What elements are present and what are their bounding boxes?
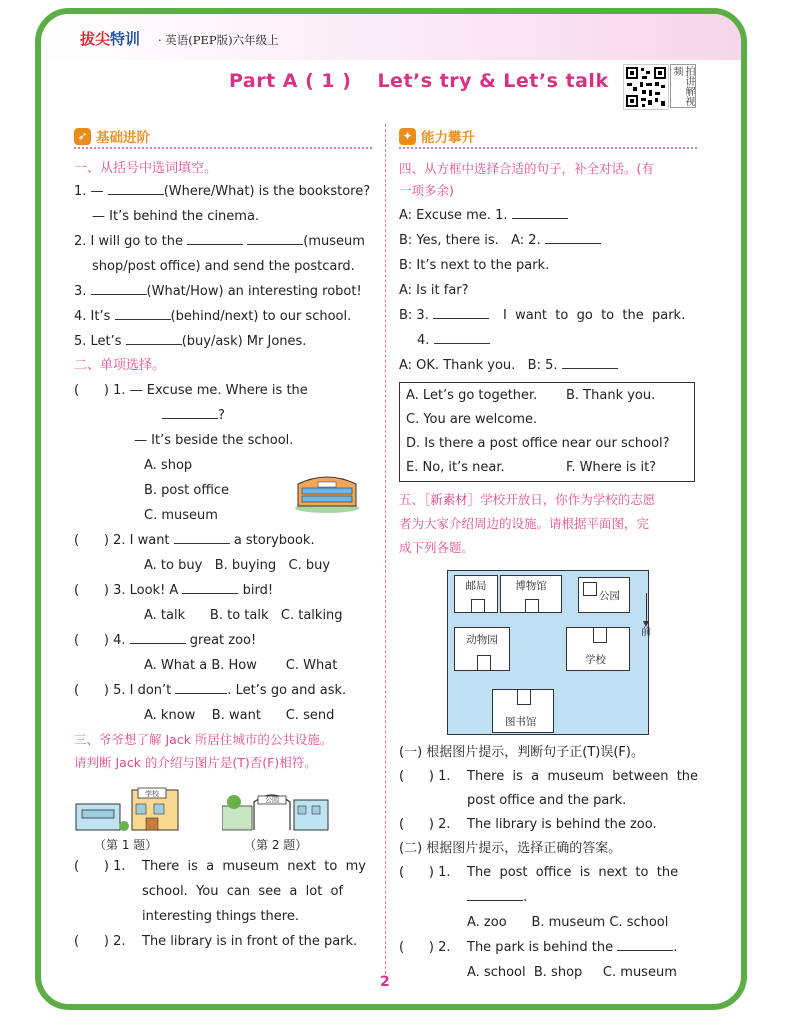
- item-text: The park is behind the: [467, 940, 614, 955]
- item-text: There is a museum between the: [467, 769, 699, 784]
- q3-item: [74, 929, 374, 954]
- answer-paren[interactable]: ( ): [399, 769, 434, 784]
- item-number: 1.: [113, 383, 126, 398]
- q2-answer-line: — It’s beside the school.: [134, 433, 294, 448]
- brand-part-a: 拔尖: [80, 30, 111, 48]
- q1-item: [74, 329, 374, 354]
- map-library: [492, 689, 554, 733]
- q3-pictures: [74, 782, 374, 854]
- item-number: 3.: [74, 284, 87, 299]
- options-row: [406, 384, 688, 408]
- answer-paren[interactable]: ( ): [74, 533, 109, 548]
- q5-title-cont: 者为大家介绍周边的设施。请根据平面图，完: [399, 516, 650, 531]
- qr-code-icon[interactable]: [623, 64, 669, 110]
- runner-icon: ➶: [74, 128, 91, 145]
- answer-blank[interactable]: [130, 629, 186, 644]
- q5a-item: [399, 765, 699, 789]
- map-post-office: [454, 575, 498, 613]
- map-zoo: [454, 627, 510, 671]
- item-text: There is a museum next to my: [142, 859, 366, 874]
- new-material-tag: ［新素材］: [424, 492, 481, 507]
- dialogue-text: A: OK. Thank you. B: 5.: [399, 358, 558, 373]
- q3-title-a: 三、爷爷想了解 Jack 所居住城市的公共设施。: [74, 732, 333, 747]
- answer-paren[interactable]: ( ): [74, 383, 109, 398]
- section-basic-header: [74, 125, 372, 149]
- option-a: A. Let’s go together.: [406, 388, 538, 403]
- item-text: (behind/next) to our school.: [170, 309, 352, 324]
- item-text: (Where/What) is the bookstore?: [163, 184, 371, 199]
- answer-blank[interactable]: [175, 679, 227, 694]
- item-number: 4.: [113, 633, 126, 648]
- q5-title: [399, 488, 699, 512]
- answer-blank[interactable]: [467, 886, 523, 901]
- park-label: 公园: [599, 590, 620, 602]
- door-icon: [471, 599, 485, 612]
- q5a-item: [399, 813, 699, 837]
- zoo-label: 动物园: [466, 634, 498, 646]
- dialogue-text: I want to go to the park.: [503, 308, 686, 323]
- dialogue-line: A: Is it far?: [399, 283, 469, 298]
- answer-blank[interactable]: [187, 230, 243, 245]
- option-c: C. You are welcome.: [406, 412, 538, 427]
- q5b-item: [399, 935, 699, 961]
- item-number: 2.: [438, 817, 451, 832]
- q2-title: 二、单项选择。: [74, 358, 166, 373]
- item-text-wrap: The park is behind the .: [467, 935, 677, 961]
- door-icon: [517, 690, 531, 705]
- brand-part-b: 特训: [110, 30, 141, 48]
- item-number: 2.: [438, 940, 451, 955]
- answer-blank[interactable]: [545, 229, 601, 244]
- q2-option: B. post office: [144, 483, 230, 498]
- school-label: 学校: [585, 654, 606, 666]
- answer-blank[interactable]: [126, 330, 182, 345]
- q2-options: A. to buy B. buying C. buy: [144, 558, 331, 573]
- q1-item-cont: shop/post office) and send the postcard.: [92, 259, 355, 274]
- section-advanced-title: 能力攀升: [421, 130, 475, 146]
- q2-item-cont: [74, 403, 374, 428]
- item-text: ?: [218, 408, 225, 423]
- option-f: F. Where is it?: [566, 460, 657, 475]
- qr-label: 拍讲解视频: [671, 66, 694, 106]
- item-text: I want: [129, 533, 170, 548]
- q5b-item-cont: .: [399, 885, 699, 911]
- item-number: 1.: [438, 865, 451, 880]
- page-title: [229, 70, 609, 92]
- item-text: The post office is next to the: [467, 865, 679, 880]
- dialogue-line: [399, 228, 699, 253]
- item-text: great zoo!: [189, 633, 257, 648]
- q5-number: 五、: [399, 492, 425, 507]
- q2-item: [74, 678, 374, 703]
- left-column: [74, 125, 374, 954]
- options-row: [406, 408, 688, 432]
- door-icon: [525, 599, 539, 612]
- museum-label: 博物馆: [515, 580, 547, 592]
- q3-title-b: 请判断 Jack 的介绍与图片是(T)否(F)相符。: [74, 755, 317, 770]
- q1-item-cont: — It’s behind the cinema.: [92, 209, 260, 224]
- answer-blank[interactable]: [182, 579, 238, 594]
- item-number: 2.: [74, 234, 87, 249]
- item-text: (museum: [303, 234, 365, 249]
- item-text: I don’t: [129, 683, 172, 698]
- dialogue-line: [399, 203, 699, 228]
- section-advanced-header: [399, 125, 697, 149]
- door-icon: [477, 655, 491, 670]
- q1-title: 一、从括号中选词填空。: [74, 161, 218, 176]
- options-box: [399, 382, 695, 482]
- park-sign: 公园: [265, 796, 279, 804]
- answer-blank[interactable]: [108, 180, 164, 195]
- answer-paren[interactable]: ( ): [74, 633, 109, 648]
- item-text: —: [90, 184, 104, 199]
- q1-item: [74, 304, 374, 329]
- answer-blank[interactable]: [174, 529, 230, 544]
- q2-item: [74, 628, 374, 653]
- answer-paren[interactable]: ( ): [399, 817, 434, 832]
- pic2-caption: （第 2 题）: [244, 838, 308, 852]
- dialogue-text: B: 3.: [399, 308, 429, 323]
- q5b-options: A. school B. shop C. museum: [467, 965, 677, 980]
- item-text: Look! A: [129, 583, 179, 598]
- q2-option: A. shop: [144, 458, 193, 473]
- header-bar: [41, 14, 741, 60]
- map-park: [578, 577, 630, 613]
- q3-item-cont: interesting things there.: [142, 909, 299, 924]
- title-lesson: Let’s try & Let’s talk: [377, 70, 609, 92]
- q2-item: [74, 578, 374, 603]
- answer-paren[interactable]: ( ): [74, 934, 109, 949]
- right-column: [399, 125, 699, 985]
- answer-paren[interactable]: ( ): [74, 859, 109, 874]
- q4-title-b: 一项多余): [399, 183, 454, 198]
- answer-blank[interactable]: [617, 936, 673, 951]
- options-row: [406, 456, 688, 480]
- subject-label: · 英语(PEP版)六年级上: [158, 33, 279, 47]
- item-text: (What/How) an interesting robot!: [146, 284, 362, 299]
- item-number: 2.: [113, 533, 126, 548]
- answer-paren[interactable]: ( ): [399, 865, 434, 880]
- item-text: Let’s: [90, 334, 122, 349]
- school-sign: 学校: [145, 790, 159, 798]
- item-text: — Excuse me. Where is the: [129, 383, 308, 398]
- q2-options: A. What a B. How C. What: [144, 658, 338, 673]
- q2-options: A. talk B. to talk C. talking: [144, 608, 343, 623]
- dialogue-text: 4.: [417, 333, 430, 348]
- climb-icon: ✦: [399, 128, 416, 145]
- item-number: 2.: [113, 934, 126, 949]
- map-museum: [500, 575, 562, 613]
- q5b-item: [399, 861, 699, 885]
- q5b-title: (二) 根据图片提示，选择正确的答案。: [399, 841, 622, 856]
- q5-text: 学校开放日，你作为学校的志愿: [480, 492, 656, 507]
- dialogue-line: [399, 328, 699, 353]
- q5b-options: A. zoo B. museum C. school: [467, 915, 669, 930]
- item-text: The library is behind the zoo.: [467, 817, 657, 832]
- item-text: a storybook.: [233, 533, 315, 548]
- item-text: The library is in front of the park.: [142, 934, 358, 949]
- post-office-label: 邮局: [465, 580, 487, 592]
- q2-option: C. museum: [144, 508, 218, 523]
- q4-title-a: 四、从方框中选择合适的句子，补全对话。(有: [399, 161, 654, 176]
- dialogue-text: A: Excuse me. 1.: [399, 208, 508, 223]
- item-number: 1.: [438, 769, 451, 784]
- front-label: 前: [641, 627, 651, 638]
- item-number: 5.: [74, 334, 87, 349]
- answer-blank[interactable]: [162, 404, 218, 419]
- option-e: E. No, it’s near.: [406, 460, 505, 475]
- q5a-title: (一) 根据图片提示，判断句子正(T)误(F)。: [399, 745, 644, 760]
- dialogue-line: [399, 303, 699, 328]
- answer-blank[interactable]: [115, 305, 171, 320]
- item-number: 3.: [113, 583, 126, 598]
- answer-paren[interactable]: ( ): [74, 683, 109, 698]
- item-number: 4.: [74, 309, 87, 324]
- door-icon: [593, 628, 607, 643]
- answer-blank[interactable]: [434, 329, 490, 344]
- answer-blank[interactable]: [247, 230, 303, 245]
- front-arrow: [639, 593, 653, 643]
- q1-item: [74, 279, 374, 304]
- q2-item: [74, 378, 374, 403]
- item-text: It’s: [90, 309, 111, 324]
- item-text: . Let’s go and ask.: [227, 683, 347, 698]
- library-label: 图书馆: [505, 716, 537, 728]
- item-text: bird!: [242, 583, 274, 598]
- floor-plan-map: [447, 570, 649, 735]
- answer-paren[interactable]: ( ): [399, 940, 434, 955]
- item-text: (buy/ask) Mr Jones.: [181, 334, 307, 349]
- option-d: D. Is there a post office near our school?: [406, 436, 670, 451]
- q5a-item-cont: post office and the park.: [467, 793, 627, 808]
- answer-blank[interactable]: [562, 354, 618, 369]
- door-icon: [583, 582, 597, 596]
- museum-school-illustration: [74, 782, 182, 834]
- park-illustration: [222, 782, 332, 834]
- arrow-down-icon: [646, 593, 647, 623]
- column-divider: [385, 124, 386, 974]
- brand-logo: [80, 28, 140, 49]
- page-number: 2: [380, 974, 390, 990]
- option-b: B. Thank you.: [566, 388, 656, 403]
- options-row: [406, 432, 688, 456]
- q3-item: [74, 854, 374, 879]
- item-number: 5.: [113, 683, 126, 698]
- item-number: 1.: [74, 184, 87, 199]
- bookstore-building-illustration: [292, 468, 362, 514]
- q2-item: [74, 528, 374, 553]
- section-basic-title: 基础进阶: [96, 130, 150, 146]
- q3-item-cont: school. You can see a lot of: [142, 884, 344, 899]
- title-part: Part A ( 1 ): [229, 70, 352, 92]
- q1-item: [74, 229, 374, 254]
- pic1-caption: （第 1 题）: [94, 838, 158, 852]
- answer-blank[interactable]: [512, 204, 568, 219]
- answer-blank[interactable]: [91, 280, 147, 295]
- answer-paren[interactable]: ( ): [74, 583, 109, 598]
- dialogue-text: B: Yes, there is. A: 2.: [399, 233, 541, 248]
- map-school: [566, 627, 630, 671]
- dialogue-line: B: It’s next to the park.: [399, 258, 550, 273]
- item-number: 1.: [113, 859, 126, 874]
- q5-title-cont: 成下列各题。: [399, 540, 475, 555]
- item-text: I will go to the: [90, 234, 183, 249]
- q1-item: [74, 179, 374, 204]
- answer-blank[interactable]: [433, 304, 489, 319]
- dialogue-line: [399, 353, 699, 378]
- q2-options: A. know B. want C. send: [144, 708, 335, 723]
